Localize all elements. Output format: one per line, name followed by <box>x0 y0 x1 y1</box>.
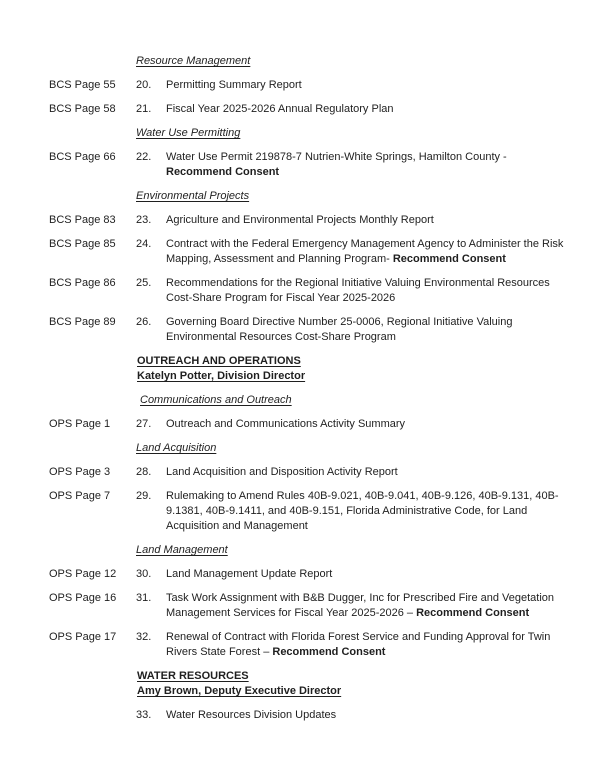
item-text-plain: Renewal of Contract with Florida Forest Service and Funding Approval for Twin <box>166 631 551 643</box>
item-text <box>166 276 598 306</box>
division-director-text: Katelyn Potter, Division Director <box>137 370 306 382</box>
item-text-line <box>166 465 598 480</box>
item-text-line <box>166 417 598 432</box>
item-text-recommendation: Recommend Consent <box>416 607 530 619</box>
item-text-plain: Water Resources Division Updates <box>166 709 337 721</box>
item-text-line <box>166 519 598 534</box>
item-text-line <box>166 213 598 228</box>
item-text-line <box>166 78 598 93</box>
page-ref-label: BCS Page 55 <box>49 79 116 91</box>
item-number: 26. <box>136 316 152 328</box>
item-text-line <box>166 237 598 252</box>
category-heading-label: Resource Management <box>136 55 251 67</box>
item-text-line <box>166 150 598 165</box>
category-heading-label: Water Use Permitting <box>136 127 241 139</box>
agenda-item <box>49 78 595 93</box>
item-text-plain: Agriculture and Environmental Projects Monthly Report <box>166 214 434 226</box>
item-number: 20. <box>136 79 152 91</box>
item-text <box>166 237 598 267</box>
item-text <box>166 78 598 93</box>
agenda-item <box>49 489 595 534</box>
item-text-plain: Land Acquisition and Disposition Activity Report <box>166 466 398 478</box>
item-text-line <box>166 165 598 180</box>
agenda-item <box>49 630 595 660</box>
item-text-line <box>166 102 598 117</box>
item-text <box>166 315 598 345</box>
page-ref-label: OPS Page 3 <box>49 466 111 478</box>
item-text-line <box>166 645 598 660</box>
item-number: 31. <box>136 592 152 604</box>
agenda-item <box>49 708 595 723</box>
item-text-plain: Rivers State Forest – <box>166 646 273 658</box>
item-number: 23. <box>136 214 152 226</box>
page-ref-label: BCS Page 58 <box>49 103 116 115</box>
item-text <box>166 102 598 117</box>
item-number: 28. <box>136 466 152 478</box>
item-text <box>166 465 598 480</box>
item-text-line <box>166 276 598 291</box>
category-heading <box>136 189 595 204</box>
item-text-plain: 9.1381, 40B-9.1411, and 40B-9.151, Florida Administrative Code, for Land <box>166 505 528 517</box>
item-text <box>166 150 598 180</box>
category-heading <box>136 543 595 558</box>
division-title-text: WATER RESOURCES <box>137 670 249 682</box>
page-ref-label: OPS Page 12 <box>49 568 117 580</box>
item-text-line <box>166 330 598 345</box>
item-text <box>166 591 598 621</box>
item-text-line <box>166 504 598 519</box>
item-text <box>166 213 598 228</box>
agenda-item <box>49 276 595 306</box>
item-number: 32. <box>136 631 152 643</box>
category-heading <box>136 441 595 456</box>
category-heading-label: Environmental Projects <box>136 190 250 202</box>
agenda-item <box>49 315 595 345</box>
item-text-plain: Recommendations for the Regional Initiative Valuing Environmental Resources <box>166 277 550 289</box>
item-text-plain: Rulemaking to Amend Rules 40B-9.021, 40B-9.041, 40B-9.126, 40B-9.131, 40B- <box>166 490 559 502</box>
page-ref-label: BCS Page 85 <box>49 238 116 250</box>
item-text-line <box>166 252 598 267</box>
category-heading-label: Land Management <box>136 544 228 556</box>
item-text-plain: Management Services for Fiscal Year 2025-2026 – <box>166 607 417 619</box>
division-heading <box>137 669 595 699</box>
item-number: 21. <box>136 103 152 115</box>
agenda-item <box>49 591 595 621</box>
item-text-recommendation: Recommend Consent <box>392 253 506 265</box>
item-number: 27. <box>136 418 152 430</box>
item-text-plain: Governing Board Directive Number 25-0006, Regional Initiative Valuing <box>166 316 513 328</box>
agenda-item <box>49 150 595 180</box>
category-heading-label: Communications and Outreach <box>140 394 292 406</box>
division-title <box>137 669 595 684</box>
item-text-line <box>166 489 598 504</box>
item-number: 30. <box>136 568 152 580</box>
item-text-line <box>166 315 598 330</box>
page-ref-label: OPS Page 7 <box>49 490 111 502</box>
item-text-line <box>166 591 598 606</box>
item-text-plain: Land Management Update Report <box>166 568 333 580</box>
item-number: 29. <box>136 490 152 502</box>
category-heading <box>136 126 595 141</box>
item-number: 22. <box>136 151 152 163</box>
page-ref-label: BCS Page 83 <box>49 214 116 226</box>
category-heading-label: Land Acquisition <box>136 442 217 454</box>
page-ref-label: BCS Page 66 <box>49 151 116 163</box>
division-title-text: OUTREACH AND OPERATIONS <box>137 355 301 367</box>
item-text-line <box>166 708 598 723</box>
page-ref-label: BCS Page 89 <box>49 316 116 328</box>
item-text-plain: Acquisition and Management <box>166 520 308 532</box>
agenda-item <box>49 417 595 432</box>
category-heading <box>140 393 595 408</box>
item-text-line <box>166 606 598 621</box>
item-text <box>166 489 598 534</box>
item-text-plain: Water Use Permit 219878-7 Nutrien-White Springs, Hamilton County - <box>166 151 507 163</box>
item-text-plain: Environmental Resources Cost-Share Program <box>166 331 396 343</box>
item-text-plain: Permitting Summary Report <box>166 79 302 91</box>
item-text-line <box>166 567 598 582</box>
division-director <box>137 684 595 699</box>
item-text-recommendation: Recommend Consent <box>272 646 386 658</box>
division-heading <box>137 354 595 384</box>
item-text-recommendation: Recommend Consent <box>166 166 280 178</box>
item-text-plain: Task Work Assignment with B&B Dugger, Inc for Prescribed Fire and Vegetation <box>166 592 555 604</box>
division-director-text: Amy Brown, Deputy Executive Director <box>137 685 342 697</box>
item-number: 25. <box>136 277 152 289</box>
agenda-item <box>49 465 595 480</box>
agenda-item <box>49 237 595 267</box>
item-text-plain: Fiscal Year 2025-2026 Annual Regulatory Plan <box>166 103 394 115</box>
agenda-item <box>49 567 595 582</box>
agenda-list <box>49 54 595 723</box>
page-ref-label: OPS Page 17 <box>49 631 117 643</box>
agenda-item <box>49 102 595 117</box>
item-text <box>166 630 598 660</box>
item-text <box>166 567 598 582</box>
item-text <box>166 417 598 432</box>
page-ref-label: OPS Page 1 <box>49 418 111 430</box>
page-ref-label: OPS Page 16 <box>49 592 117 604</box>
agenda-item <box>49 213 595 228</box>
item-text-line <box>166 630 598 645</box>
page-ref-label: BCS Page 86 <box>49 277 116 289</box>
item-text <box>166 708 598 723</box>
item-number: 24. <box>136 238 152 250</box>
item-text-plain: Contract with the Federal Emergency Management Agency to Administer the Risk <box>166 238 564 250</box>
division-title <box>137 354 595 369</box>
item-text-plain: Outreach and Communications Activity Summary <box>166 418 406 430</box>
division-director <box>137 369 595 384</box>
item-text-plain: Mapping, Assessment and Planning Program- <box>166 253 393 265</box>
item-text-line <box>166 291 598 306</box>
item-number: 33. <box>136 709 152 721</box>
item-text-plain: Cost-Share Program for Fiscal Year 2025-2026 <box>166 292 396 304</box>
category-heading <box>136 54 595 69</box>
